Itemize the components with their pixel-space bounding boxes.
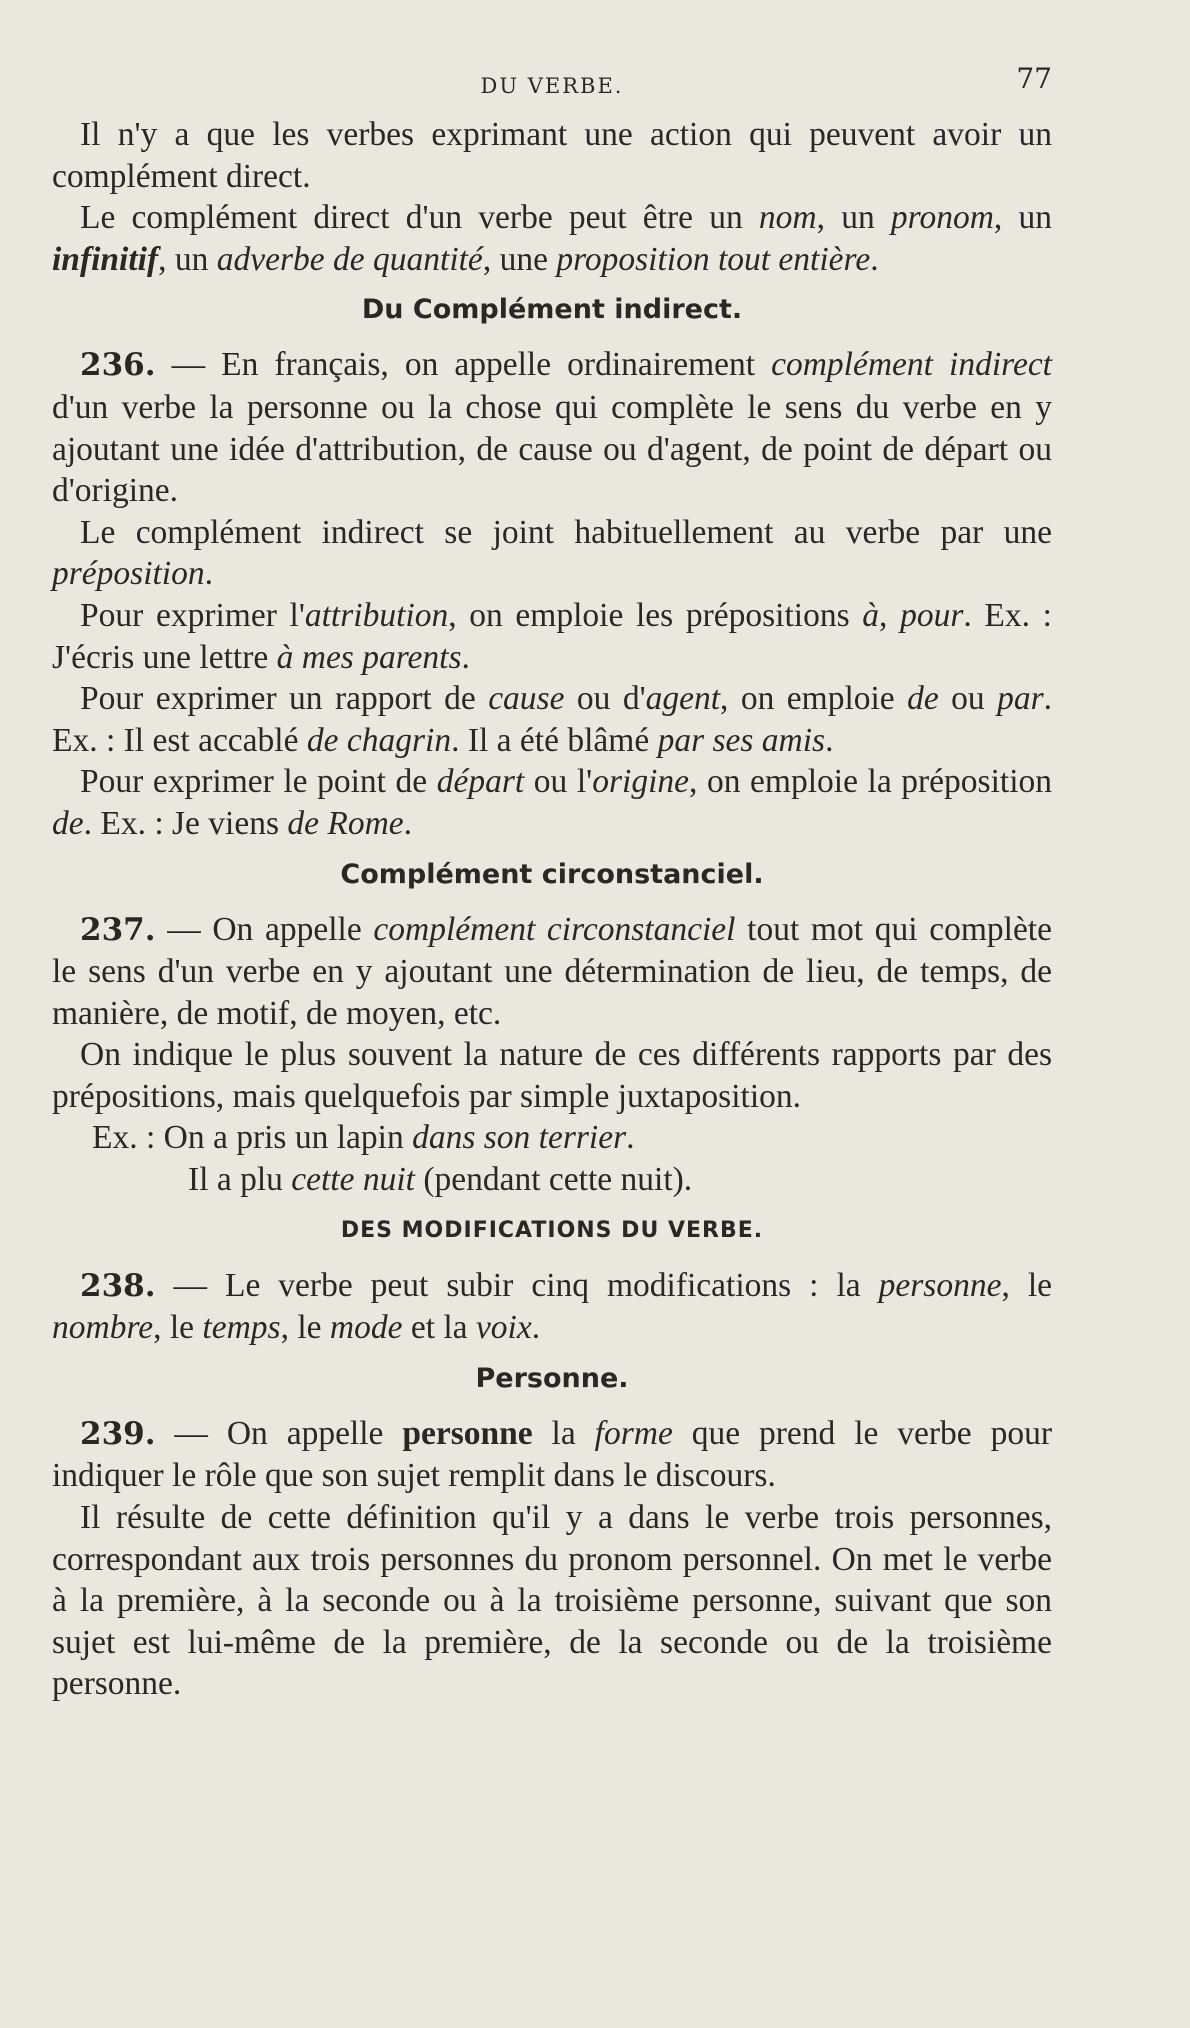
term-attribution: attribution [304, 596, 449, 634]
text-run: — Le verbe peut subir cinq modifications : la [155, 1266, 879, 1304]
text-run: . [461, 638, 470, 676]
text-run: . [403, 804, 413, 842]
paragraph-direct-complement [52, 197, 1052, 280]
text-run: , [879, 596, 901, 634]
text-run: , on emploie [720, 680, 908, 718]
page-number: 77 [1016, 62, 1052, 95]
text-run: . [870, 240, 879, 278]
text-run: , le [1001, 1266, 1052, 1304]
text-run: . Il a été blâmé [451, 721, 658, 759]
paragraph-direct-verbs [52, 114, 1052, 197]
page-header [52, 62, 1052, 114]
text-run: d'un verbe la personne ou la chose qui complète le sens du verbe en y ajoutant une idée d'attribution, de cause ou d'agent, de point de départ ou d'origine. [52, 388, 1052, 510]
term-depart: départ [436, 763, 525, 801]
term-temps: temps [202, 1309, 281, 1347]
text-run: Le complément indirect se joint habituellement au verbe par une [80, 513, 1052, 551]
text-run: la [532, 1414, 595, 1452]
section-number: 237. [80, 911, 156, 948]
text-run: , une [482, 240, 557, 278]
text-run: Ex. : On a pris un lapin [92, 1119, 413, 1157]
text-run: . Ex. : Je viens [83, 804, 288, 842]
paragraph-text: On indique le plus souvent la nature de ces différents rapports par des prépositions, mais quelquefois par simple juxtaposition. [52, 1036, 1052, 1115]
term-forme: forme [594, 1414, 673, 1452]
text-run: , un [993, 199, 1053, 237]
paragraph-result [52, 1497, 1052, 1705]
text-run: , le [153, 1309, 203, 1347]
example-phrase: dans son terrier [412, 1119, 627, 1157]
term-origine: origine [592, 763, 689, 801]
term-par: par [997, 680, 1044, 718]
term-pour: pour [900, 596, 964, 634]
text-run: . [204, 555, 213, 593]
paragraph-attribution [52, 595, 1052, 678]
term-adverbe: adverbe de quantité [216, 240, 483, 278]
term-voix: voix [475, 1309, 532, 1347]
text-run: , on emploie les prépositions [448, 596, 863, 634]
term-complement-circonstanciel: complément circonstanciel [373, 910, 736, 948]
term-complement-indirect: complément indirect [771, 346, 1052, 384]
heading-personne: Personne. [475, 1362, 629, 1394]
text-run: , on emploie la préposition [689, 763, 1052, 801]
heading-indirect: Du Complément indirect. [361, 294, 743, 326]
text-run: Le complément direct d'un verbe peut être un [80, 199, 759, 237]
paragraph-cause [52, 678, 1052, 761]
paragraph-text: Il n'y a que les verbes exprimant une action qui peuvent avoir un complément direct. [52, 116, 1052, 195]
text-run: , un [816, 199, 891, 237]
section-239 [52, 1413, 1052, 1497]
term-de: de [907, 680, 939, 718]
term-a: à [862, 596, 880, 634]
text-run: — On appelle [155, 910, 374, 948]
term-pronom: pronom [890, 199, 994, 237]
section-237 [52, 909, 1052, 1035]
body-text [52, 114, 1052, 1705]
term-mode: mode [329, 1309, 403, 1347]
term-personne-bold: personne [402, 1414, 533, 1452]
example-phrase: de Rome [287, 804, 404, 842]
text-run: Il a plu [188, 1161, 292, 1199]
text-run: tout mot qui complète le sens d'un verbe en y ajoutant une détermination de lieu, de temps, de manière, de motif, de moyen, etc. [52, 910, 1052, 1032]
text-run: — On appelle [155, 1414, 403, 1452]
text-run: et la [402, 1309, 476, 1347]
heading-circonstanciel: Complément circonstanciel. [340, 858, 764, 890]
term-cause: cause [488, 680, 565, 718]
text-run: — En français, on appelle ordinairement [155, 346, 772, 384]
text-run: Pour exprimer le point de [80, 763, 437, 801]
section-number: 238. [80, 1267, 156, 1304]
section-238 [52, 1265, 1052, 1349]
term-preposition: préposition [52, 555, 205, 593]
text-run: . [531, 1309, 541, 1347]
heading-modifications: DES MODIFICATIONS DU VERBE. [340, 1217, 764, 1243]
term-infinitif: infinitif [52, 240, 159, 278]
term-proposition: proposition tout entière [556, 240, 871, 278]
text-run: ou d' [564, 680, 646, 718]
text-run: . [825, 721, 834, 759]
example-phrase: par ses amis [657, 721, 826, 759]
term-de: de [52, 804, 84, 842]
paragraph-depart [52, 761, 1052, 844]
example-line-1 [52, 1117, 1052, 1159]
term-nombre: nombre [52, 1309, 154, 1347]
text-run: , un [158, 240, 217, 278]
term-nom: nom [758, 199, 817, 237]
paragraph-preposition [52, 512, 1052, 595]
example-phrase: de chagrin [306, 721, 452, 759]
text-run: (pendant cette nuit). [414, 1161, 693, 1199]
text-run: . [626, 1119, 635, 1157]
section-number: 236. [80, 347, 156, 384]
text-run: , le [280, 1309, 330, 1347]
term-personne: personne [878, 1266, 1002, 1304]
example-line-2 [52, 1159, 1052, 1201]
paragraph-text: Il résulte de cette définition qu'il y a dans le verbe trois personnes, correspondant aux trois personnes du pronom personnel. On met le verbe à la première, à la seconde ou à la troisième personne, suivant que son sujet est lui-même de la première, de la seconde ou de la troisième personne. [52, 1499, 1052, 1703]
text-run: ou l' [524, 763, 593, 801]
section-number: 239. [80, 1415, 156, 1452]
text-run: Pour exprimer un rapport de [80, 680, 489, 718]
example-phrase: à mes parents [276, 638, 462, 676]
section-236 [52, 344, 1052, 511]
term-agent: agent [645, 680, 721, 718]
text-run: . Ex. : J'écris une lettre [52, 596, 1052, 676]
text-run: que prend le verbe pour indiquer le rôle que son sujet remplit dans le discours. [52, 1414, 1052, 1495]
running-head: DU VERBE. [480, 74, 624, 98]
paragraph-nature [52, 1034, 1052, 1117]
text-run: ou [938, 680, 998, 718]
text-run: . Ex. : Il est accablé [52, 680, 1053, 759]
text-run: Pour exprimer l' [80, 596, 305, 634]
example-phrase: cette nuit [291, 1161, 415, 1199]
